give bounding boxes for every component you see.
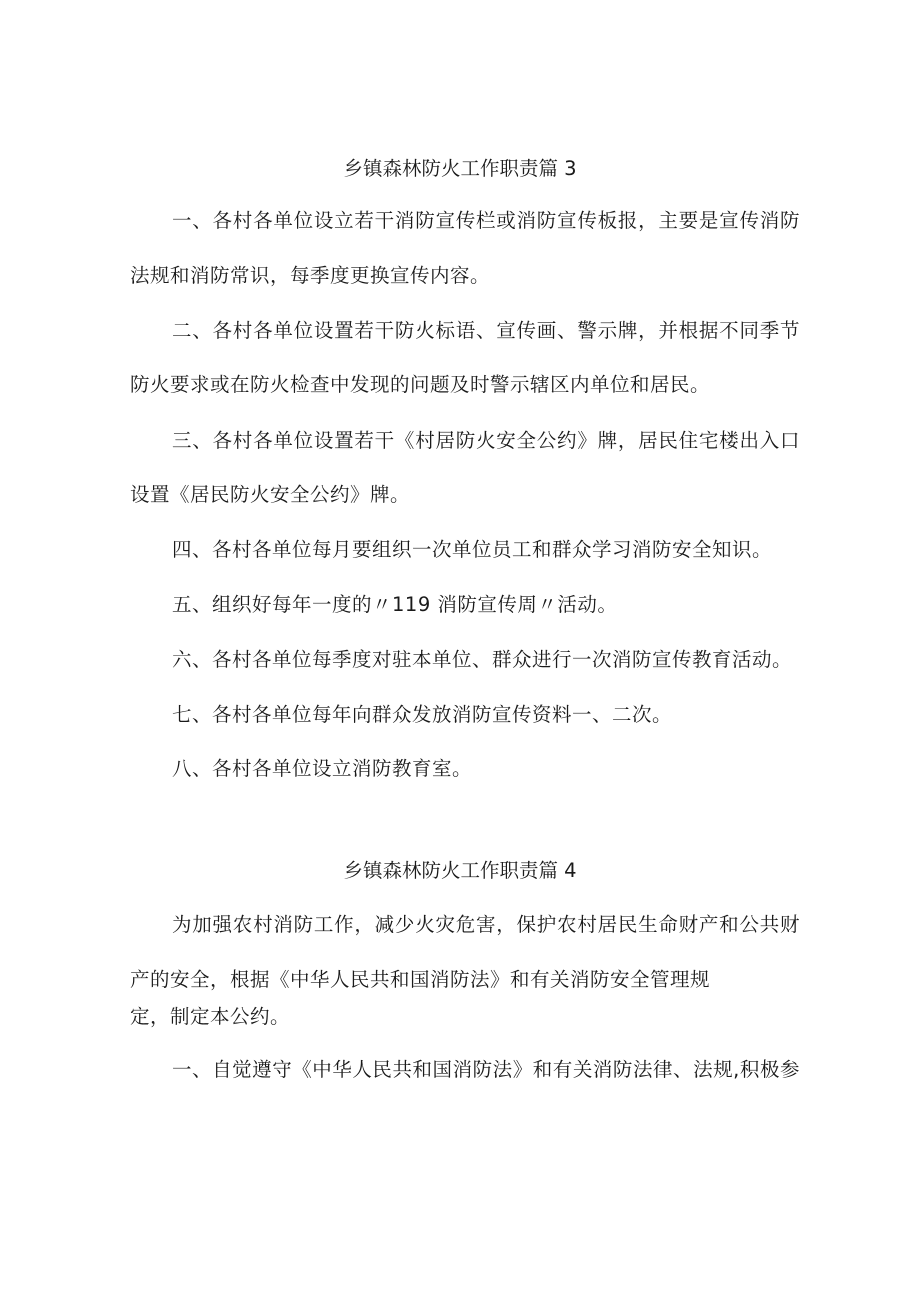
section-3-title: 乡镇森林防火工作职责篇 3 (343, 157, 577, 180)
section-3-item-6: 六、各村各单位每季度对驻本单位、群众进行一次消防宣传教育活动。 (172, 648, 793, 671)
section-4-intro-line-2: 产的安全，根据《中华人民共和国消防法》和有关消防安全管理规 (130, 968, 711, 991)
section-3-item-1-line-1: 一、各村各单位设立若干消防宣传栏或消防宣传板报，主要是宣传消防 (172, 209, 800, 232)
section-4-item-1-line-1: 一、自觉遵守《中华人民共和国消防法》和有关消防法律、法规,积极参 (172, 1058, 800, 1081)
section-3-item-2-line-1: 二、各村各单位设置若干防火标语、宣传画、警示牌，并根据不同季节 (172, 319, 800, 342)
section-3-item-1-line-2: 法规和消防常识，每季度更换宣传内容。 (130, 264, 491, 287)
section-4-title: 乡镇森林防火工作职责篇 4 (343, 859, 577, 882)
section-3-item-3-line-2: 设置《居民防火安全公约》牌。 (130, 483, 411, 506)
section-3-item-2-line-2: 防火要求或在防火检查中发现的问题及时警示辖区内单位和居民。 (130, 373, 711, 396)
section-3-item-4: 四、各村各单位每月要组织一次单位员工和群众学习消防安全知识。 (172, 538, 773, 561)
section-3-item-8: 八、各村各单位设立消防教育室。 (172, 757, 473, 780)
section-3-item-5: 五、组织好每年一度的〃119 消防宣传周〃活动。 (172, 593, 618, 616)
section-4-intro-line-1: 为加强农村消防工作，减少火灾危害，保护农村居民生命财产和公共财 (172, 913, 800, 936)
section-4-intro-line-3: 定，制定本公约。 (130, 1005, 291, 1028)
section-3-item-7: 七、各村各单位每年向群众发放消防宣传资料一、二次。 (172, 703, 673, 726)
section-3-item-3-line-1: 三、各村各单位设置若干《村居防火安全公约》牌，居民住宅楼出入口 (172, 429, 800, 452)
